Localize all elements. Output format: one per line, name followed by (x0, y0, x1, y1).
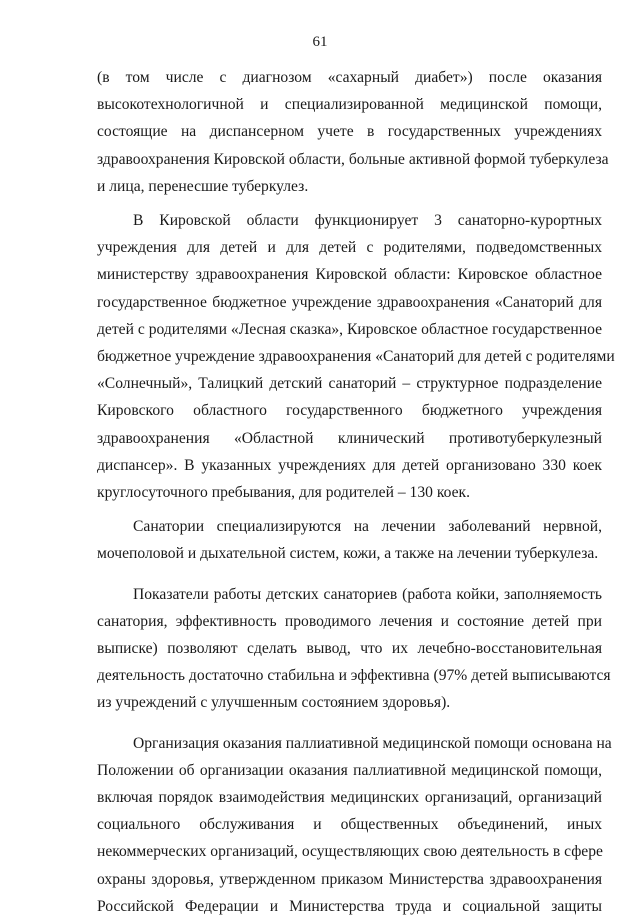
paragraph-3 (97, 513, 602, 567)
page-number: 61 (312, 34, 328, 50)
text-line: выписке) позволяют сделать вывод, что их лечебно-восстановительная (97, 640, 602, 658)
text-line: включая порядок взаимодействия медицинских организаций, организаций (97, 789, 602, 807)
text-line: некоммерческих организаций, осуществляющих свою деятельность в сфере (97, 843, 603, 861)
paragraph-1 (97, 64, 609, 200)
text-line: здравоохранения Кировской области, больные активной формой туберкулеза (97, 150, 609, 168)
text-line: состоящие на диспансерном учете в государственных учреждениях (97, 123, 602, 141)
text-line: учреждения для детей и для детей с родителями, подведомственных (97, 239, 602, 257)
text-line: деятельность достаточно стабильна и эффективна (97% детей выписываются (97, 667, 611, 685)
text-line: Санатории специализируются на лечении заболеваний нервной, (133, 518, 602, 536)
document-body (97, 64, 615, 920)
text-line: охраны здоровья, утвержденном приказом Министерства здравоохранения (97, 870, 602, 888)
text-line: диспансер». В указанных учреждениях для детей организовано 330 коек (97, 456, 602, 474)
text-line: Организация оказания паллиативной медицинской помощи основана на (133, 734, 612, 752)
text-line: Показатели работы детских санаториев (работа койки, заполняемость (133, 585, 602, 603)
text-line: высокотехнологичной и специализированной медицинской помощи, (97, 96, 602, 114)
text-line: В Кировской области функционирует 3 санаторно-курортных (133, 212, 602, 230)
text-line: Кировского областного государственного бюджетного учреждения (97, 402, 602, 420)
text-line: санатория, эффективность проводимого лечения и состояние детей при (97, 612, 602, 630)
text-line: мочеполовой и дыхательной систем, кожи, а также на лечении туберкулеза. (97, 545, 599, 563)
text-line: детей с родителями «Лесная сказка», Кировское областное государственное (97, 320, 602, 338)
text-line: министерству здравоохранения Кировской области: Кировское областное (97, 266, 602, 284)
text-line: государственное бюджетное учреждение здравоохранения «Санаторий для (97, 293, 602, 311)
text-line: (в том числе с диагнозом «сахарный диабет») после оказания (97, 69, 602, 86)
text-line: и лица, перенесшие туберкулез. (97, 177, 309, 195)
text-line: из учреждений с улучшенным состоянием здоровья). (97, 694, 451, 712)
paragraph-5 (97, 730, 612, 920)
text-line: Российской Федерации и Министерства труда и социальной защиты (97, 897, 602, 915)
text-line: круглосуточного пребывания, для родителей – 130 коек. (97, 484, 470, 502)
paragraph-4 (97, 581, 611, 717)
text-line: социального обслуживания и общественных объединений, иных (97, 816, 602, 834)
text-line: Положении об организации оказания паллиативной медицинской помощи, (97, 761, 602, 779)
text-line: бюджетное учреждение здравоохранения «Санаторий для детей с родителями (97, 348, 615, 366)
text-line: «Солнечный», Талицкий детский санаторий – структурное подразделение (97, 375, 602, 393)
paragraph-2 (97, 207, 615, 506)
text-line: здравоохранения «Областной клинический противотуберкулезный (97, 429, 602, 447)
